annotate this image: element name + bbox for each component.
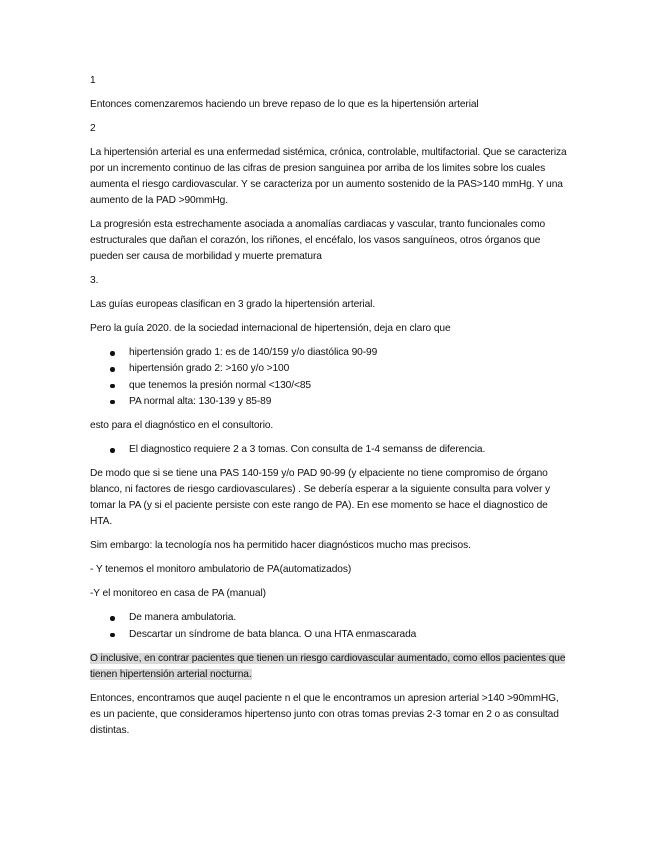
section-number-1: 1 bbox=[90, 75, 96, 86]
list-item: que tenemos la presión normal <130/<85 bbox=[90, 378, 570, 394]
paragraph-consultorio: esto para el diagnóstico en el consultorio. bbox=[90, 420, 274, 432]
paragraph-intro: Entonces comenzaremos haciendo un breve repaso de lo que es la hipertensión arterial bbox=[90, 99, 479, 110]
paragraph-ambulatory-monitor: - Y tenemos el monitoro ambulatorio de PA(automatizados) bbox=[90, 564, 352, 576]
section-number-3: 3. bbox=[90, 275, 99, 286]
paragraph-guide-2020: Pero la guía 2020. de la sociedad internacional de hipertensión, deja en claro que bbox=[90, 323, 451, 334]
monitoring-list bbox=[90, 610, 570, 643]
list-item: PA normal alta: 130-139 y 85-89 bbox=[90, 394, 570, 410]
list-item: El diagnostico requiere 2 a 3 tomas. Con consulta de 1-4 semanss de diferencia. bbox=[90, 442, 570, 458]
paragraph-home-monitor: -Y el monitoreo en casa de PA (manual) bbox=[90, 588, 266, 600]
paragraph-technology: Sim embargo: la tecnología nos ha permitido hacer diagnósticos mucho mas precisos. bbox=[90, 540, 471, 552]
paragraph-diagnosis-procedure: De modo que si se tiene una PAS 140-159 y/o PAD 90-99 (y elpaciente no tiene compromiso de órgano blanco, ni factores de riesgo cardiovasculares) . Se debería esperar a la siguiente consulta para volver y tomar la PA (y si el paciente persiste con este rango de PA). En ese momento se hace el diagnostico de HTA. bbox=[90, 468, 550, 528]
paragraph-progression: La progresión esta estrechamente asociada a anomalías cardiacas y vascular, tranto funcionales como estructurales que dañan el corazón, los riñones, el encéfalo, los vasos sanguíneos, otros órganos que pueden ser causa de morbilidad y muerte prematura bbox=[90, 219, 546, 262]
document-body bbox=[90, 73, 570, 747]
list-item: De manera ambulatoria. bbox=[90, 610, 570, 626]
list-item: Descartar un síndrome de bata blanca. O una HTA enmascarada bbox=[90, 627, 570, 643]
section-number-2: 2 bbox=[90, 123, 96, 134]
paragraph-european-guides: Las guías europeas clasifican en 3 grado la hipertensión arterial. bbox=[90, 299, 376, 310]
paragraph-conclusion: Entonces, encontramos que auqel paciente n el que le encontramos un apresion arterial >140 >90mmHG, es un paciente, que consideramos hipertenso junto con otras tomas previas 2-3 tomar en 2 o as consultad distintas. bbox=[90, 693, 559, 737]
paragraph-highlighted bbox=[90, 651, 570, 683]
list-item: hipertensión grado 2: >160 y/o >100 bbox=[90, 361, 570, 377]
list-item: hipertensión grado 1: es de 140/159 y/o diastólica 90-99 bbox=[90, 345, 570, 361]
diagnosis-list bbox=[90, 442, 570, 458]
paragraph-definition: La hipertensión arterial es una enfermedad sistémica, crónica, controlable, multifactorial. Que se caracteriza por un incremento continuo de las cifras de presion sanguinea por arriba de los limites sobre los cuales aumenta el riesgo cardiovascular. Y se caracteriza por un aumento sostenido de la PAS>140 mmHg. Y una aumento de la PAD >90mmHg. bbox=[90, 147, 567, 206]
grades-list bbox=[90, 345, 570, 410]
highlighted-text: O inclusive, en contrar pacientes que tienen un riesgo cardiovascular aumentado, como ellos pacientes que tienen hipertensión arterial nocturna. bbox=[90, 653, 566, 681]
